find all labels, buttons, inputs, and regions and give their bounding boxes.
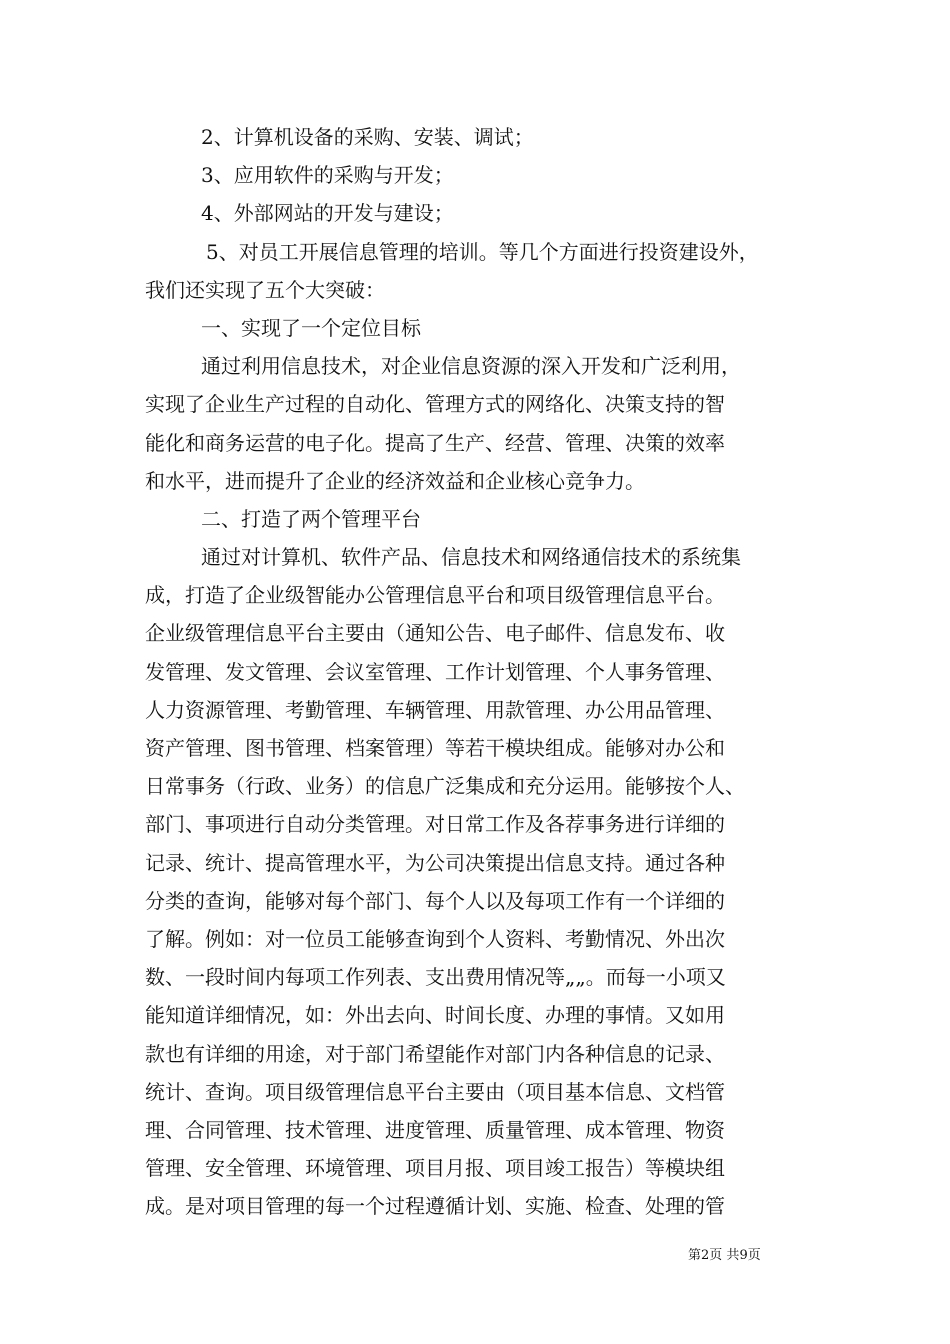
- paragraph-line: 成。是对项目管理的每一个过程遵循计划、实施、检查、处理的管: [145, 1194, 725, 1219]
- paragraph-line: 部门、事项进行自动分类管理。对日常工作及各荐事务进行详细的: [145, 812, 725, 837]
- list-item: 4、外部网站的开发与建设；: [201, 201, 454, 226]
- footer-suffix: 页: [747, 1248, 761, 1263]
- paragraph-line: 分类的查询，能够对每个部门、每个人以及每项工作有一个详细的: [145, 888, 725, 913]
- paragraph-line: 管理、安全管理、环境管理、项目月报、项目竣工报告）等模块组: [145, 1156, 725, 1181]
- paragraph-line: 实现了企业生产过程的自动化、管理方式的网络化、决策支持的智: [145, 392, 725, 417]
- paragraph-line: 企业级管理信息平台主要由（通知公告、电子邮件、信息发布、收: [145, 621, 725, 646]
- paragraph-line: 人力资源管理、考勤管理、车辆管理、用款管理、办公用品管理、: [145, 697, 725, 722]
- paragraph-line: 统计、查询。项目级管理信息平台主要由（项目基本信息、文档管: [145, 1079, 725, 1104]
- total-page-count: 9: [739, 1248, 748, 1263]
- paragraph-line: 通过利用信息技术，对企业信息资源的深入开发和广泛利用，: [201, 354, 741, 379]
- paragraph-line: 数、一段时间内每项工作列表、支出费用情况等„„。而每一小项又: [145, 965, 726, 990]
- footer-prefix: 第: [688, 1248, 702, 1263]
- page-number-footer: [688, 1248, 761, 1264]
- paragraph-line: 能知道详细情况，如：外出去向、时间长度、办理的事情。又如用: [145, 1003, 725, 1028]
- list-item: 2、计算机设备的采购、安装、调试；: [201, 125, 534, 149]
- paragraph-line: 款也有详细的用途，对于部门希望能作对部门内各种信息的记录、: [145, 1041, 725, 1066]
- current-page-number: 2: [701, 1248, 710, 1263]
- paragraph-line: 了解。例如：对一位员工能够查询到个人资料、考勤情况、外出次: [145, 926, 725, 951]
- section-heading: 一、实现了一个定位目标: [201, 315, 421, 340]
- paragraph-line: 通过对计算机、软件产品、信息技术和网络通信技术的系统集: [201, 545, 741, 570]
- paragraph-line: 记录、统计、提高管理水平，为公司决策提出信息支持。通过各种: [145, 850, 725, 875]
- paragraph-line: 资产管理、图书管理、档案管理）等若干模块组成。能够对办公和: [145, 736, 725, 760]
- list-item: 5、对员工开展信息管理的培训。等几个方面进行投资建设外，: [206, 239, 759, 264]
- list-item: 3、应用软件的采购与开发；: [201, 163, 454, 188]
- paragraph-line: 我们还实现了五个大突破：: [145, 277, 385, 302]
- paragraph-line: 日常事务（行政、业务）的信息广泛集成和充分运用。能够按个人、: [145, 774, 745, 799]
- paragraph-line: 成，打造了企业级智能办公管理信息平台和项目级管理信息平台。: [145, 583, 725, 608]
- paragraph-line: 发管理、发文管理、会议室管理、工作计划管理、个人事务管理、: [145, 659, 725, 684]
- paragraph-line: 和水平，进而提升了企业的经济效益和企业核心竞争力。: [145, 468, 645, 493]
- section-heading: 二、打造了两个管理平台: [201, 506, 421, 531]
- paragraph-line: 理、合同管理、技术管理、进度管理、质量管理、成本管理、物资: [145, 1117, 725, 1142]
- footer-middle: 页 共: [709, 1248, 740, 1263]
- document-body: [145, 118, 810, 1225]
- paragraph-line: 能化和商务运营的电子化。提高了生产、经营、管理、决策的效率: [145, 430, 725, 455]
